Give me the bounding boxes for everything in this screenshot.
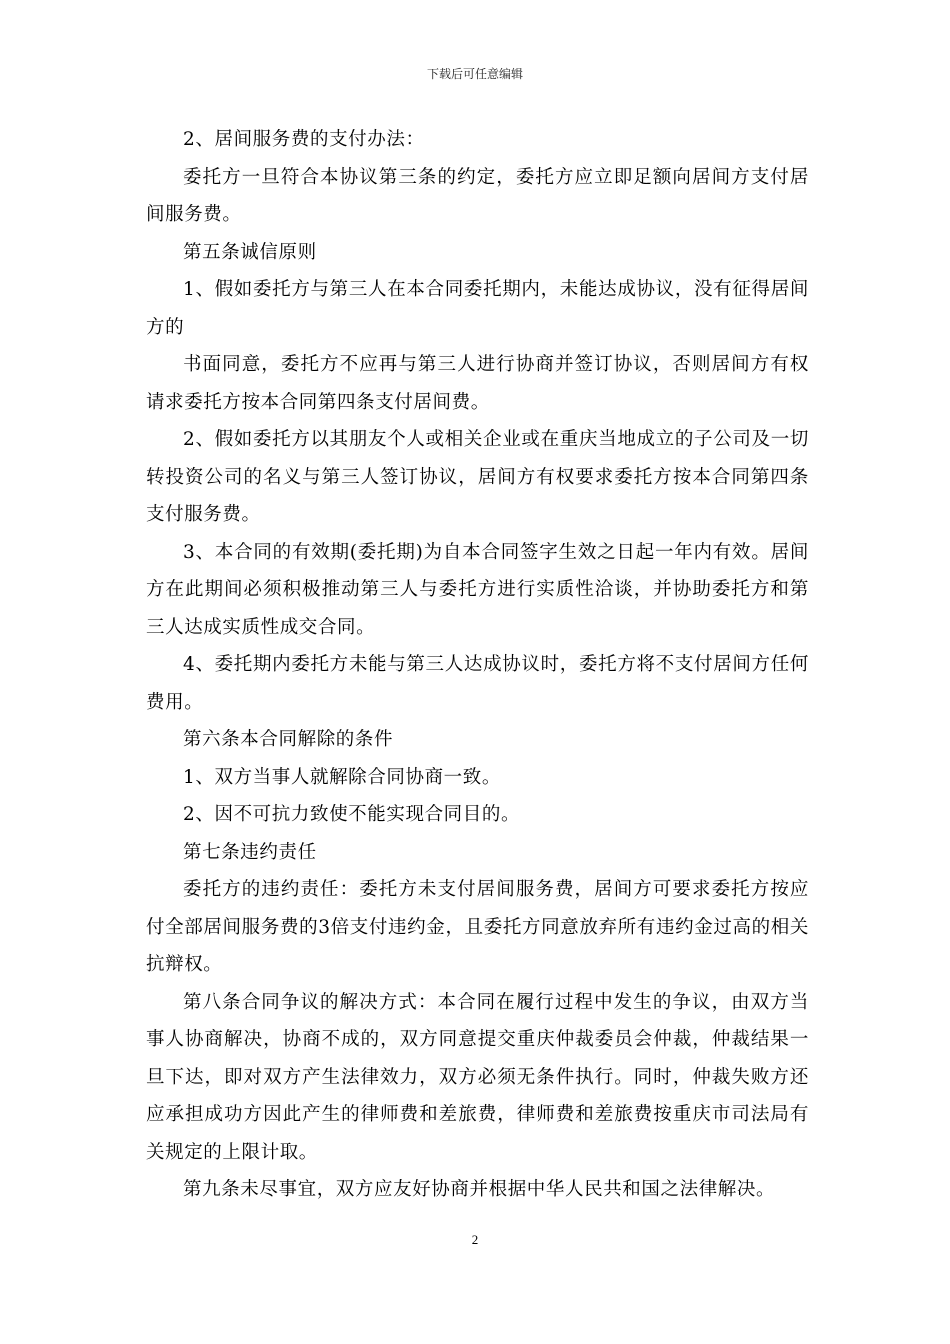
page-number: 2 xyxy=(471,1232,479,1247)
article-5-clause-3: 3、本合同的有效期(委托期)为自本合同签字生效之日起一年内有效。居间方在此期间必须积极推动第三人与委托方进行实质性洽谈，并协助委托方和第三人达成实质性成交合同。 xyxy=(146,541,809,638)
article-5-clause-1: 1、假如委托方与第三人在本合同委托期内，未能达成协议，没有征得居间方的 xyxy=(146,279,809,338)
article-8-dispute-resolution: 第八条合同争议的解决方式：本合同在履行过程中发生的争议，由双方当事人协商解决，协商不成的，双方同意提交重庆仲裁委员会仲裁，仲裁结果一旦下达，即对双方产生法律效力，双方必须无条件执行。同时，仲裁失败方还应承担成功方因此产生的律师费和差旅费，律师费和差旅费按重庆市司法局有关规定的上限计取。 xyxy=(146,991,809,1163)
article-7-heading: 第七条违约责任 xyxy=(183,841,317,863)
article-6-heading: 第六条本合同解除的条件 xyxy=(183,729,394,750)
article-7-liability: 委托方的违约责任：委托方未支付居间服务费，居间方可要求委托方按应付全部居间服务费的3倍支付违约金，且委托方同意放弃所有违约金过高的相关抗辩权。 xyxy=(146,879,809,975)
article-5-clause-1-continued: 书面同意，委托方不应再与第三人进行协商并签订协议，否则居间方有权请求委托方按本合同第四条支付居间费。 xyxy=(146,354,809,413)
article-5-clause-4: 4、委托期内委托方未能与第三人达成协议时，委托方将不支付居间方任何费用。 xyxy=(146,654,809,713)
article-6-clause-2: 2、因不可抗力致使不能实现合同目的。 xyxy=(183,804,521,825)
article-9-other-matters: 第九条未尽事宜，双方应友好协商并根据中华人民共和国之法律解决。 xyxy=(183,1179,776,1200)
paragraph-payment-method: 委托方一旦符合本协议第三条的约定，委托方应立即足额向居间方支付居间服务费。 xyxy=(146,166,809,225)
paragraph-payment-method-heading: 2、居间服务费的支付办法： xyxy=(183,129,425,150)
page-header: 下载后可任意编辑 xyxy=(426,67,523,81)
article-5-heading: 第五条诚信原则 xyxy=(183,241,317,263)
article-6-clause-1: 1、双方当事人就解除合同协商一致。 xyxy=(183,766,501,788)
document-body xyxy=(146,121,809,1209)
article-5-clause-2: 2、假如委托方以其朋友个人或相关企业或在重庆当地成立的子公司及一切转投资公司的名义与第三人签订协议，居间方有权要求委托方按本合同第四条支付服务费。 xyxy=(146,429,809,525)
